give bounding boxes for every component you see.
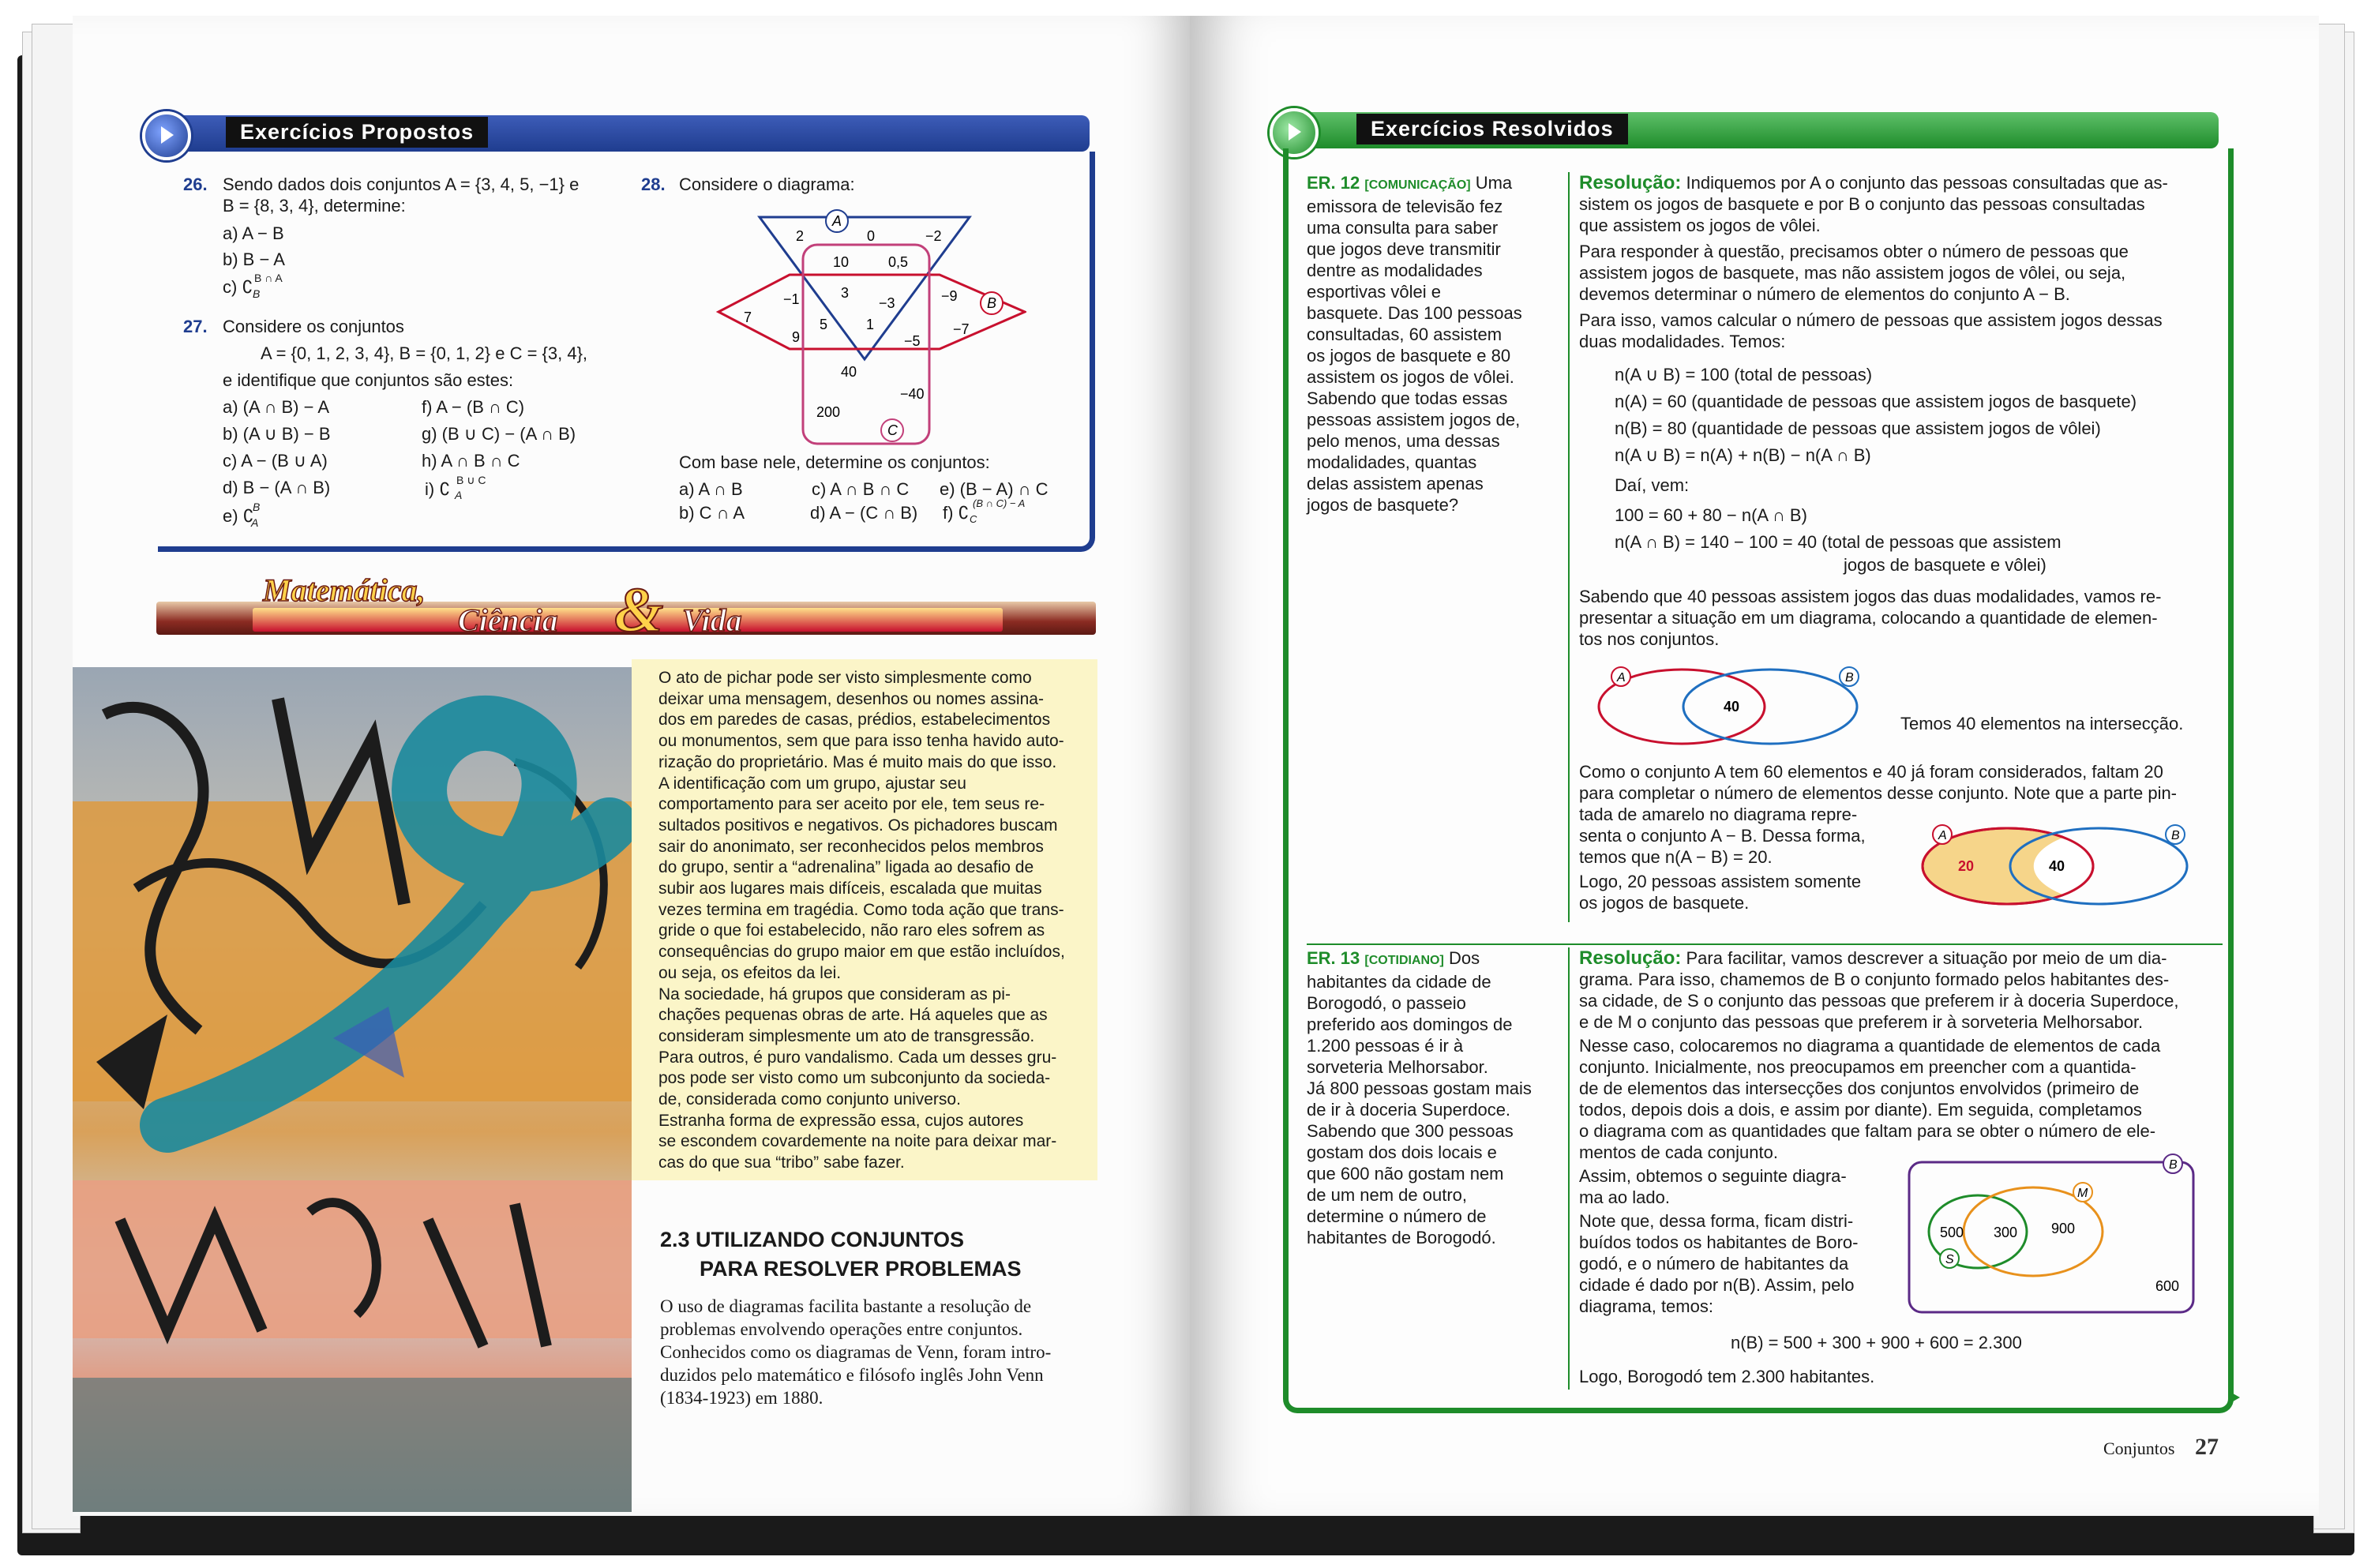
diagram-value: 40 <box>841 364 857 380</box>
er13-res-line: e de M o conjunto das pessoas que preferem ir à sorveteria Melhorsabor. <box>1579 1012 2144 1032</box>
exercise-27-i-sub: A <box>455 489 463 501</box>
er12-q-line: jogos de basquete? <box>1307 495 1459 515</box>
exercise-27-item: f) A − (B ∩ C) <box>422 397 525 417</box>
exercise-26-b: b) B − A <box>223 249 285 269</box>
diagram-value: −2 <box>925 228 942 244</box>
er12-eq: n(A ∪ B) = n(A) + n(B) − n(A ∩ B) <box>1615 445 1871 465</box>
er12-after2-line: Como o conjunto A tem 60 elementos e 40 já foram considerados, faltam 20 <box>1579 762 2163 782</box>
er12-res-label: Resolução: <box>1579 172 1682 193</box>
solved-header-label: Exercícios Resolvidos <box>1356 114 1628 144</box>
er12-res-line: sistem os jogos de basquete e por B o conjunto das pessoas consultadas <box>1579 194 2145 214</box>
er12-res-line: Para responder à questão, precisamos obter o número de pessoas que <box>1579 242 2129 261</box>
er12-q-line: delas assistem apenas <box>1307 474 1484 493</box>
footer-label: Conjuntos <box>2103 1439 2175 1458</box>
er12-res-line: duas modalidades. Temos: <box>1579 332 1786 351</box>
diagram-value: −40 <box>900 386 925 402</box>
exercise-27-item: i) ∁ <box>425 479 451 499</box>
mcv-line: ou seja, os efeitos da lei. <box>658 963 842 982</box>
er12-q-line: pelo menos, uma dessas <box>1307 431 1500 451</box>
exercise-28-item: b) C ∩ A <box>679 503 745 523</box>
set-a-label: A <box>832 213 842 229</box>
mcv-line: consequências do grupo maior em que estão incluídos, <box>658 943 1065 962</box>
er13-res-line: ma ao lado. <box>1579 1187 1670 1207</box>
er12-q-line: assistem os jogos de vôlei. <box>1307 367 1514 387</box>
diagram-value: 1 <box>866 317 875 332</box>
mcv-line: sair do anonimato, ser reconhecidos pelos membros <box>658 837 1044 856</box>
exercise-27-item: c) A − (B ∪ A) <box>223 451 328 471</box>
exercise-27-item: h) A ∩ B ∩ C <box>422 451 520 471</box>
mcv-line: Para outros, é puro vandalismo. Cada um desses gru- <box>658 1048 1057 1067</box>
mcv-ampersand: & <box>614 576 664 645</box>
venn-diagram-3 <box>1907 1153 2203 1319</box>
er13-res-line: godó, e o número de habitantes da <box>1579 1254 1849 1274</box>
er13-tag: [COTIDIANO] <box>1364 954 1444 967</box>
er12-id: ER. 12 <box>1307 173 1360 193</box>
exercise-28-diagram <box>711 201 1026 446</box>
er12-after-line: Sabendo que 40 pessoas assistem jogos das duas modalidades, vamos re- <box>1579 587 2162 606</box>
exercise-28-item: e) (B − A) ∩ C <box>940 479 1049 499</box>
er12-eq: n(B) = 80 (quantidade de pessoas que assistem jogos de vôlei) <box>1615 418 2101 438</box>
section-title-2: PARA RESOLVER PROBLEMAS <box>700 1257 1022 1281</box>
exercise-27-i-sup: B ∪ C <box>456 474 486 486</box>
diagram-value: 200 <box>816 404 841 420</box>
er12-first: Uma <box>1475 173 1513 193</box>
exercise-26-line2: B = {8, 3, 4}, determine: <box>223 196 406 216</box>
section-line: (1834-1923) em 1880. <box>660 1388 823 1408</box>
section-line: O uso de diagramas facilita bastante a resolução de <box>660 1296 1032 1316</box>
er12-question <box>1307 172 1522 516</box>
venn3-b-label: B <box>2169 1158 2178 1172</box>
venn3-s-only: 500 <box>1940 1225 1964 1240</box>
er12-after2-line: Logo, 20 pessoas assistem somente <box>1579 872 1862 891</box>
er12-equations <box>1615 362 2137 575</box>
exercise-26-line1: Sendo dados dois conjuntos A = {3, 4, 5, −1} e <box>223 174 580 194</box>
er12-res-line: Para isso, vamos calcular o número de pessoas que assistem jogos dessas <box>1579 310 2163 330</box>
venn1-set-b <box>1683 670 1857 744</box>
set-b-label: B <box>987 295 997 311</box>
exercise-28-item: f) ∁ <box>943 503 970 523</box>
venn3-intersection: 300 <box>1994 1225 2018 1240</box>
er12-res-line: que assistem os jogos de vôlei. <box>1579 216 1821 235</box>
er13-q-line: Já 800 pessoas gostam mais <box>1307 1078 1532 1098</box>
er12-eq: n(A ∪ B) = 100 (total de pessoas) <box>1615 365 1873 384</box>
mcv-line: sultados positivos e negativos. Os pichadores buscam <box>658 816 1058 835</box>
diagram-value: −9 <box>941 288 958 304</box>
exercise-27-e-sub: A <box>251 516 259 529</box>
er12-after-line: tos nos conjuntos. <box>1579 629 1720 649</box>
mcv-line: comportamento para ser aceito por ele, tem seus re- <box>658 795 1045 814</box>
exercise-27-line3: e identifique que conjuntos são estes: <box>223 370 514 390</box>
exercise-26-c: c) ∁ <box>223 277 253 297</box>
er13-res-line: Note que, dessa forma, ficam distri- <box>1579 1211 1854 1231</box>
er13-equation: n(B) = 500 + 300 + 900 + 600 = 2.300 <box>1731 1333 2022 1352</box>
er12-eq: Daí, vem: <box>1615 475 1690 495</box>
arrow-right-icon <box>2229 1391 2240 1404</box>
venn1-b-label: B <box>1845 671 1854 685</box>
er13-res-line: grama. Para isso, chamemos de B o conjunto formado pelos habitantes des- <box>1579 970 2170 989</box>
exercise-28-item: d) A − (C ∩ B) <box>810 503 918 523</box>
section-line: Conhecidos como os diagramas de Venn, foram intro- <box>660 1342 1052 1362</box>
er12-q-line: uma consulta para saber <box>1307 218 1499 238</box>
er12-q-line: modalidades, quantas <box>1307 452 1477 472</box>
section-line: duzidos pelo matemático e filósofo inglês John Venn <box>660 1365 1044 1385</box>
diagram-value: 7 <box>744 309 752 325</box>
exercise-27-item: b) (A ∪ B) − B <box>223 424 331 444</box>
er12-eq: n(A) = 60 (quantidade de pessoas que assistem jogos de basquete) <box>1615 392 2137 411</box>
venn1-a-label: A <box>1617 671 1626 685</box>
mcv-line: dos em paredes de casas, prédios, estabelecimentos <box>658 711 1051 730</box>
er13-res-label: Resolução: <box>1579 947 1682 969</box>
mcv-line: deixar uma mensagem, desenhos ou nomes assina- <box>658 689 1044 708</box>
graffiti-photo <box>73 667 632 1512</box>
mcv-line: subir aos lugares mais difíceis, escalada que muitas <box>658 880 1042 898</box>
er13-q-line: de ir à doceria Superdoce. <box>1307 1100 1511 1120</box>
exercise-28-item: c) A ∩ B ∩ C <box>812 479 910 499</box>
diagram-value: 5 <box>820 317 828 332</box>
venn2-a-label: A <box>1938 829 1947 842</box>
diagram-value: −7 <box>953 321 970 337</box>
venn-diagram-2 <box>1911 817 2203 916</box>
exercise-26-c-sub: B <box>253 287 261 300</box>
proposed-header-label: Exercícios Propostos <box>226 117 488 148</box>
er12-res-line: Indiquemos por A o conjunto das pessoas consultadas que as- <box>1686 173 2168 193</box>
diagram-value: −3 <box>879 295 895 311</box>
er12-tag: [COMUNICAÇÃO] <box>1364 178 1471 192</box>
er13-res-line: diagrama, temos: <box>1579 1296 1713 1316</box>
er13-res-line: Assim, obtemos o seguinte diagra- <box>1579 1166 1847 1186</box>
diagram-value: 2 <box>796 228 805 244</box>
diagram-value: 3 <box>841 285 850 301</box>
venn1-caption: Temos 40 elementos na intersecção. <box>1900 714 2184 733</box>
exercise-26-number: 26. <box>183 174 208 194</box>
er12-after2-line: temos que n(A − B) = 20. <box>1579 847 1773 867</box>
er13-q-line: de um nem de outro, <box>1307 1185 1468 1205</box>
set-b-hexagon <box>718 275 1025 349</box>
exercise-27-e-sup: B <box>253 501 261 513</box>
mcv-title-3: Vida <box>682 602 742 638</box>
mcv-line: cas do que sua “tribo” sabe fazer. <box>658 1153 905 1172</box>
er13-q-line: 1.200 pessoas é ir à <box>1307 1036 1464 1056</box>
er12-q-line: pessoas assistem jogos de, <box>1307 410 1521 430</box>
mcv-title-1: Matemática, <box>263 572 426 608</box>
mcv-title-2: Ciência <box>458 602 558 638</box>
er13-first: Dos <box>1448 948 1480 968</box>
mcv-line: de, considerada como conjunto universo. <box>658 1090 961 1109</box>
exercise-27-item: d) B − (A ∩ B) <box>223 478 331 497</box>
mcv-line: chações pequenas obras de arte. Há aqueles que as <box>658 1006 1048 1025</box>
mcv-line: rização do proprietário. Mas é muito mais do que isso. <box>658 752 1057 771</box>
venn2-left-value: 20 <box>1958 858 1975 874</box>
er13-separator <box>1307 943 2223 945</box>
er12-after2-line: os jogos de basquete. <box>1579 893 1750 913</box>
er12-q-line: os jogos de basquete e 80 <box>1307 346 1511 366</box>
mcv-line: A identificação com um grupo, ajustar seu <box>658 774 966 793</box>
venn-diagram-1 <box>1587 659 1871 754</box>
diagram-value: 0,5 <box>888 254 909 270</box>
mcv-line: gride o que foi estabelecido, não raro eles sofrem as <box>658 921 1045 940</box>
diagram-value: 10 <box>833 254 850 270</box>
set-c-label: C <box>887 422 898 438</box>
er12-after2-line: tada de amarelo no diagrama repre- <box>1579 805 1858 824</box>
er12-after2-line: senta o conjunto A − B. Dessa forma, <box>1579 826 1866 846</box>
section-title-1: 2.3 UTILIZANDO CONJUNTOS <box>660 1228 965 1251</box>
er13-q-line: gostam dos dois locais e <box>1307 1142 1497 1162</box>
er12-res-line: assistem jogos de basquete, mas não assistem jogos de vôlei, ou seja, <box>1579 263 2126 283</box>
er12-q-line: esportivas vôlei e <box>1307 282 1441 302</box>
er13-res-line: mentos de cada conjunto. <box>1579 1142 1778 1162</box>
er13-res-line: buídos todos os habitantes de Boro- <box>1579 1232 1859 1252</box>
mcv-paragraphs <box>658 668 1065 1174</box>
er12-after2-line: para completar o número de elementos desse conjunto. Note que a parte pin- <box>1579 783 2178 803</box>
venn2-b-label: B <box>2171 829 2180 842</box>
exercise-27-line2: A = {0, 1, 2, 3, 4}, B = {0, 1, 2} e C = {3, 4}, <box>261 343 588 363</box>
er13-res-line: conjunto. Inicialmente, nos preocupamos em preencher com a quantida- <box>1579 1057 2137 1077</box>
venn1-intersection-value: 40 <box>1724 699 1740 715</box>
er12-eq: jogos de basquete e vôlei) <box>1844 555 2046 575</box>
er12-after <box>1579 586 2161 650</box>
er12-eq: 100 = 60 + 80 − n(A ∩ B) <box>1615 505 1807 525</box>
er13-q-line: determine o número de <box>1307 1206 1487 1226</box>
er13-res-line: Para facilitar, vamos descrever a situação por meio de um dia- <box>1686 948 2167 968</box>
er12-resolution <box>1579 172 2168 352</box>
er13-final: Logo, Borogodó tem 2.300 habitantes. <box>1579 1367 1875 1386</box>
venn2-intersection-value: 40 <box>2049 858 2065 874</box>
venn3-m-label: M <box>2077 1187 2088 1200</box>
mcv-line: O ato de pichar pode ser visto simplesmente como <box>658 669 1032 687</box>
er13-id: ER. 13 <box>1307 948 1360 968</box>
exercise-28-number: 28. <box>641 174 666 194</box>
mcv-line: pos pode ser visto como um subconjunto da socieda- <box>658 1069 1051 1088</box>
er12-eq: n(A ∩ B) = 140 − 100 = 40 (total de pessoas que assistem <box>1615 532 2061 552</box>
exercise-27-item: g) (B ∪ C) − (A ∩ B) <box>422 424 576 444</box>
er13-q-line: habitantes da cidade de <box>1307 972 1491 992</box>
section-body <box>660 1295 1051 1409</box>
exercise-28-line2: Com base nele, determine os conjuntos: <box>679 452 990 472</box>
er13-q-line: Borogodó, o passeio <box>1307 993 1466 1013</box>
er12-q-line: basquete. Das 100 pessoas <box>1307 303 1522 323</box>
er13-divider <box>1568 947 1570 1390</box>
er13-q-line: que 600 não gostam nem <box>1307 1164 1504 1184</box>
er13-res-line: todos, depois dois a dois, e assim por diante). Em seguida, completamos <box>1579 1100 2142 1120</box>
page-number: 27 <box>2195 1434 2219 1460</box>
er13-q-line: habitantes de Borogodó. <box>1307 1228 1496 1247</box>
er13-q-line: sorveteria Melhorsabor. <box>1307 1057 1488 1077</box>
mcv-line: Na sociedade, há grupos que consideram as pi- <box>658 985 1011 1003</box>
er13-res-line: cidade é dado por n(B). Assim, pelo <box>1579 1275 1855 1295</box>
er12-q-line: Sabendo que todas essas <box>1307 388 1508 408</box>
exercise-26-c-sup: B ∩ A <box>254 272 283 284</box>
exercise-28-f-sup: (B ∩ C) − A <box>973 497 1026 509</box>
mcv-line: Estranha forma de expressão essa, cujos autores <box>658 1111 1024 1130</box>
er13-question <box>1307 947 1532 1248</box>
er13-res-line: Nesse caso, colocaremos no diagrama a quantidade de elementos de cada <box>1579 1036 2161 1056</box>
er12-after-line: presentar a situação em um diagrama, colocando a quantidade de elemen- <box>1579 608 2158 628</box>
er13-res-line: de de elementos das intersecções dos conjuntos envolvidos (primeiro de <box>1579 1078 2140 1098</box>
venn3-outside: 600 <box>2155 1278 2180 1294</box>
diagram-value: −5 <box>904 333 921 349</box>
exercise-28-item: a) A ∩ B <box>679 479 743 499</box>
venn3-s-label: S <box>1945 1253 1954 1266</box>
er13-q-line: preferido aos domingos de <box>1307 1015 1513 1034</box>
mcv-line: do grupo, sentir a “adrenalina” ligada ao desafio de <box>658 858 1034 877</box>
exercise-27-line1: Considere os conjuntos <box>223 317 404 336</box>
er12-divider <box>1568 172 1570 922</box>
er13-q-line: Sabendo que 300 pessoas <box>1307 1121 1514 1141</box>
er12-q-line: emissora de televisão fez <box>1307 197 1503 216</box>
er12-res-line: devemos determinar o número de elementos do conjunto A − B. <box>1579 284 2070 304</box>
section-line: problemas envolvendo operações entre conjuntos. <box>660 1319 1023 1339</box>
mcv-line: ou monumentos, sem que para isso tenha havido auto- <box>658 732 1064 751</box>
exercise-27-item: a) (A ∩ B) − A <box>223 397 330 417</box>
er12-q-line: consultadas, 60 assistem <box>1307 324 1503 344</box>
mcv-line: vezes termina em tragédia. Como toda ação que trans- <box>658 900 1064 919</box>
er13-res-line: o diagrama com as quantidades que faltam para se obter o número de ele- <box>1579 1121 2156 1141</box>
venn3-m-only: 900 <box>2051 1221 2076 1236</box>
exercise-28-f-sub: C <box>970 513 977 525</box>
diagram-value: 0 <box>867 228 876 244</box>
exercise-27-number: 27. <box>183 317 208 336</box>
mcv-line: consideram simplesmente um ato de transgressão. <box>658 1026 1035 1045</box>
exercise-27-item: e) ∁ <box>223 506 254 526</box>
exercise-26-a: a) A − B <box>223 223 284 243</box>
diagram-value: 9 <box>792 329 801 345</box>
diagram-value: −1 <box>783 291 800 307</box>
exercise-28-line1: Considere o diagrama: <box>679 174 855 194</box>
mcv-line: se escondem covardemente na noite para deixar mar- <box>658 1132 1057 1151</box>
er12-q-line: que jogos deve transmitir <box>1307 239 1501 259</box>
er12-q-line: dentre as modalidades <box>1307 261 1483 280</box>
er13-res-line: sa cidade, de S o conjunto das pessoas que preferem ir à doceria Superdoce, <box>1579 991 2179 1011</box>
